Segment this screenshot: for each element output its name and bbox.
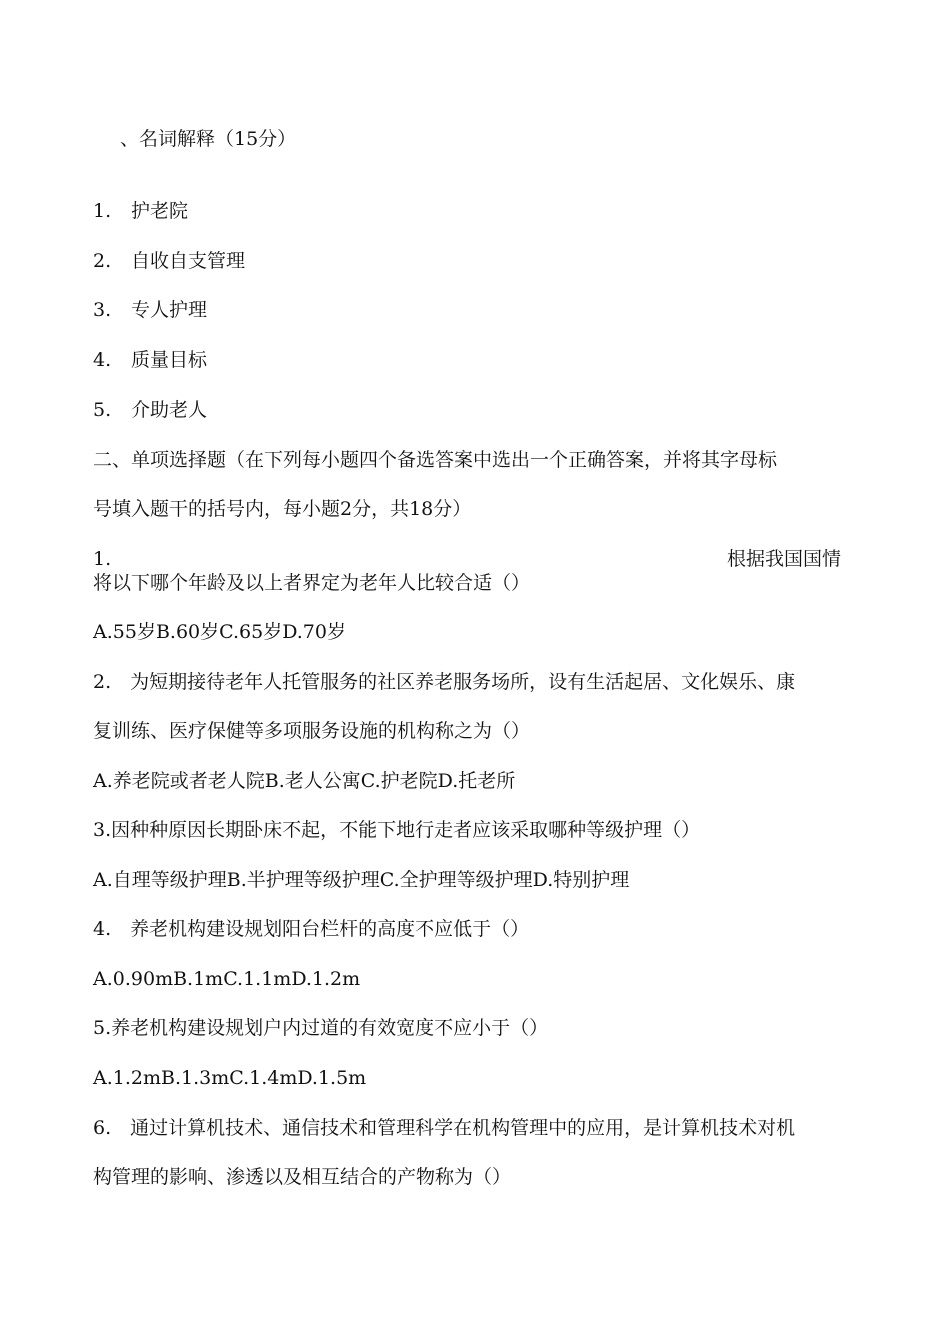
question-2-options: A.养老院或者老人院B.老人公寓C.护老院D.托老所 — [93, 770, 516, 792]
term-number: 5. — [93, 399, 112, 421]
term-text: 自收自支管理 — [131, 250, 246, 272]
term-item-1 — [93, 199, 188, 223]
question-2-line2: 复训练、医疗保健等多项服务设施的机构称之为（） — [93, 720, 531, 742]
question-5-options: A.1.2mB.1.3mC.1.4mD.1.5m — [93, 1067, 367, 1089]
question-5-line1: 5.养老机构建设规划户内过道的有效宽度不应小于（） — [93, 1017, 549, 1039]
section2-heading-line1: 二、单项选择题（在下列每小题四个备选答案中选出一个正确答案，并将其字母标 — [93, 449, 778, 471]
term-item-3 — [93, 298, 207, 322]
question-2-line1: 2. 为短期接待老年人托管服务的社区养老服务场所，设有生活起居、文化娱乐、康 — [93, 671, 796, 693]
section2-heading-line2: 号填入题干的括号内，每小题2分，共18分） — [93, 498, 472, 520]
term-text: 护老院 — [131, 200, 189, 222]
term-number: 4. — [93, 349, 112, 371]
term-item-4 — [93, 348, 207, 372]
question-4-line1: 4. 养老机构建设规划阳台栏杆的高度不应低于（） — [93, 918, 530, 940]
question-4-options: A.0.90mB.1mC.1.1mD.1.2m — [93, 968, 361, 990]
term-item-2 — [93, 249, 245, 273]
term-number: 3. — [93, 299, 112, 321]
question-3-line1: 3.因种种原因长期卧床不起，不能下地行走者应该采取哪种等级护理（） — [93, 819, 701, 841]
question-1-options: A.55岁B.60岁C.65岁D.70岁 — [93, 621, 346, 643]
section1-heading: 、名词解释（15分） — [120, 128, 297, 150]
term-text: 质量目标 — [131, 349, 208, 371]
question-1-text-right: 根据我国国情 — [726, 548, 841, 570]
question-1-line2: 将以下哪个年龄及以上者界定为老年人比较合适（） — [93, 572, 531, 594]
question-6-line1: 6. 通过计算机技术、通信技术和管理科学在机构管理中的应用，是计算机技术对机 — [93, 1117, 796, 1139]
question-6-line2: 构管理的影响、渗透以及相互结合的产物称为（） — [93, 1166, 512, 1188]
question-1-number: 1. — [93, 548, 112, 570]
term-text: 专人护理 — [131, 299, 208, 321]
question-1-line1 — [93, 547, 841, 571]
term-number: 2. — [93, 250, 112, 272]
term-number: 1. — [93, 200, 112, 222]
term-text: 介助老人 — [131, 399, 208, 421]
question-3-options: A.自理等级护理B.半护理等级护理C.全护理等级护理D.特别护理 — [93, 869, 630, 891]
term-item-5 — [93, 398, 207, 422]
